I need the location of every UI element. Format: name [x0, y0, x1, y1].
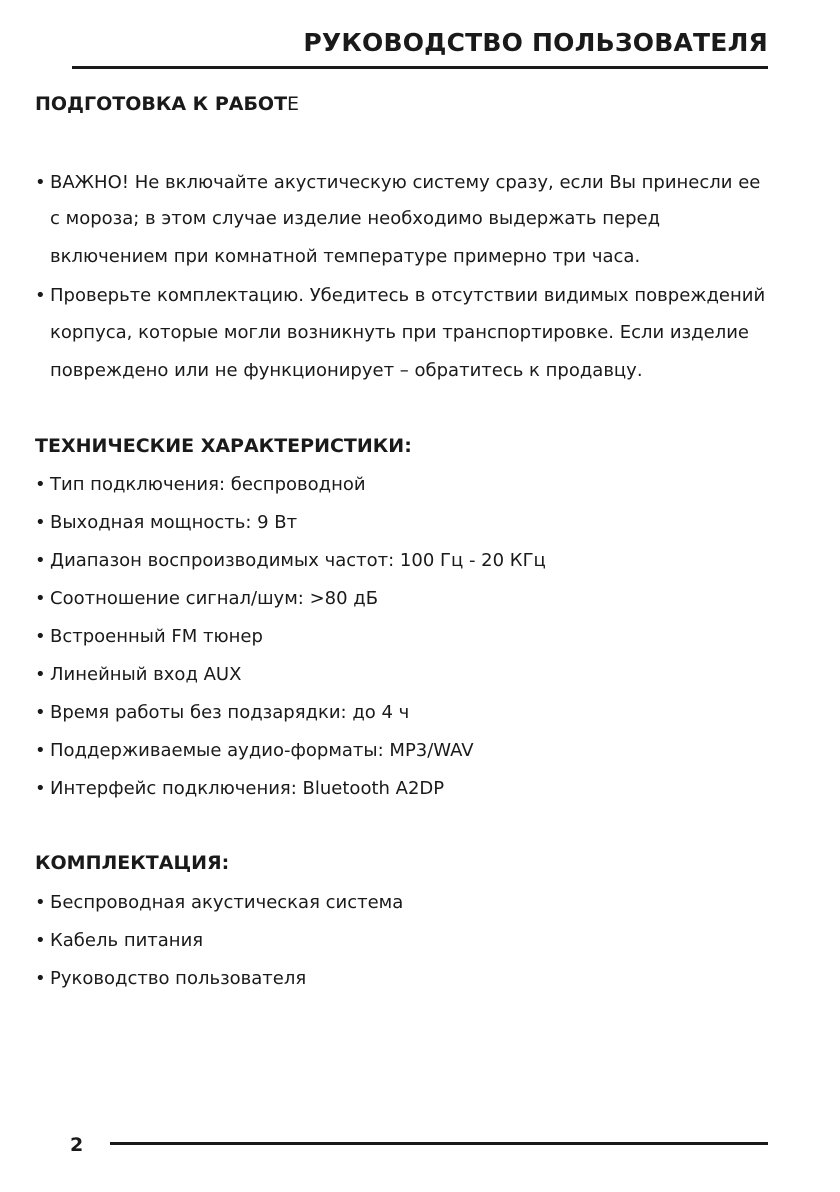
- bullet-icon: •: [35, 930, 46, 951]
- package-item: Руководство пользователя: [50, 968, 307, 989]
- bullet-icon: •: [35, 550, 46, 571]
- package-item: Беспроводная акустическая система: [50, 892, 404, 913]
- bullet-icon: •: [35, 664, 46, 685]
- bullet-icon: •: [35, 512, 46, 533]
- bullet-icon: •: [35, 285, 46, 306]
- paragraph-line: ВАЖНО! Не включайте акустическую систему сразу, если Вы принесли ее: [50, 172, 761, 193]
- spec-item: Время работы без подзарядки: до 4 ч: [50, 702, 410, 723]
- package-item: Кабель питания: [50, 930, 204, 951]
- bullet-icon: •: [35, 588, 46, 609]
- heading-main-text: ПОДГОТОВКА К РАБОТ: [35, 93, 288, 115]
- footer-divider: [110, 1142, 768, 1145]
- paragraph-line: Проверьте комплектацию. Убедитесь в отсутствии видимых повреждений: [50, 285, 766, 306]
- paragraph-line: корпуса, которые могли возникнуть при транспортировке. Если изделие: [50, 322, 749, 343]
- bullet-icon: •: [35, 740, 46, 761]
- spec-item: Линейный вход AUX: [50, 664, 242, 685]
- header-divider: [72, 66, 768, 69]
- page-number: 2: [70, 1134, 84, 1156]
- bullet-icon: •: [35, 892, 46, 913]
- paragraph-line: включением при комнатной температуре примерно три часа.: [50, 246, 641, 267]
- bullet-icon: •: [35, 626, 46, 647]
- page-title: РУКОВОДСТВО ПОЛЬЗОВАТЕЛЯ: [303, 28, 768, 57]
- section-heading-preparation: [35, 93, 299, 115]
- bullet-icon: •: [35, 474, 46, 495]
- bullet-icon: •: [35, 778, 46, 799]
- spec-item: Тип подключения: беспроводной: [50, 474, 366, 495]
- section-heading-specs: ТЕХНИЧЕСКИЕ ХАРАКТЕРИСТИКИ:: [35, 435, 412, 457]
- bullet-icon: •: [35, 968, 46, 989]
- spec-item: Встроенный FM тюнер: [50, 626, 263, 647]
- spec-item: Диапазон воспроизводимых частот: 100 Гц - 20 КГц: [50, 550, 546, 571]
- spec-item: Выходная мощность: 9 Вт: [50, 512, 298, 533]
- spec-item: Интерфейс подключения: Bluetooth A2DP: [50, 778, 445, 799]
- bullet-icon: •: [35, 702, 46, 723]
- paragraph-line: с мороза; в этом случае изделие необходимо выдержать перед: [50, 208, 661, 229]
- heading-tail-text: Е: [287, 93, 300, 115]
- paragraph-line: повреждено или не функционирует – обратитесь к продавцу.: [50, 360, 643, 381]
- spec-item: Поддерживаемые аудио-форматы: MP3/WAV: [50, 740, 474, 761]
- bullet-icon: •: [35, 172, 46, 193]
- spec-item: Соотношение сигнал/шум: >80 дБ: [50, 588, 379, 609]
- section-heading-package: КОМПЛЕКТАЦИЯ:: [35, 852, 230, 874]
